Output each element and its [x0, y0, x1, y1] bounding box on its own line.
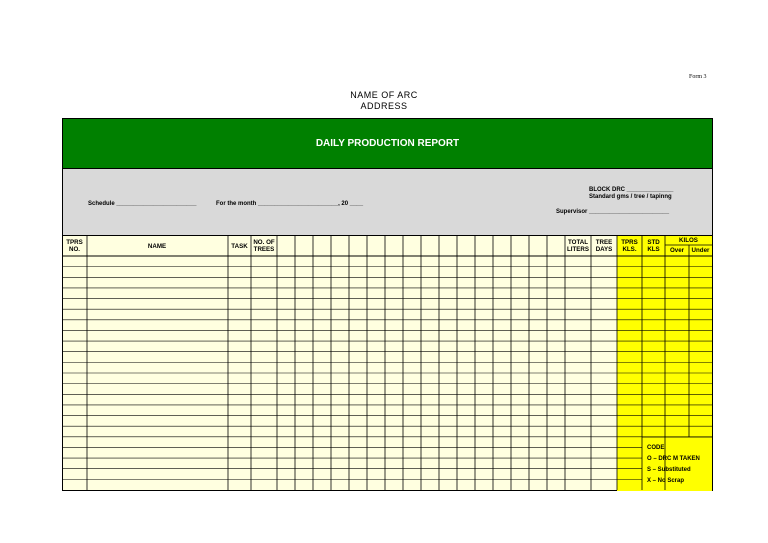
org-name: NAME OF ARC — [350, 90, 418, 100]
standard-field: Standard gms / tree / tapinng — [589, 194, 672, 200]
col-name: NAME — [147, 242, 167, 250]
code-legend-title: CODE — [647, 445, 665, 451]
col-no-of-trees: NO. OF TREES — [253, 239, 275, 253]
col-task: TASK — [231, 242, 248, 250]
report-title: DAILY PRODUCTION REPORT — [315, 138, 460, 149]
code-legend-item: X – No Scrap — [647, 478, 685, 484]
code-legend-item: S – Substituted — [647, 467, 691, 473]
col-tprs-kls: TPRS KLS. — [621, 239, 638, 253]
block-drc-field: BLOCK DRC ______________ — [589, 187, 674, 193]
col-tprs-no: TPRS NO. — [66, 239, 83, 253]
col-kilos-over: Over — [669, 247, 685, 254]
schedule-field: Schedule ________________________ — [88, 201, 197, 207]
col-total-liters: TOTAL LITERS — [566, 239, 589, 253]
supervisor-field: Supervisor ________________________ — [556, 209, 670, 215]
col-std-kls: STD KLS — [647, 239, 660, 253]
org-address: ADDRESS — [360, 101, 408, 111]
month-field: For the month ________________________, 20 ____ — [216, 201, 364, 207]
col-kilos-under: Under — [691, 247, 710, 254]
col-kilos: KILOS — [679, 237, 698, 244]
col-tree-days: TREE DAYS — [595, 239, 613, 253]
code-legend-item: O – DRC M TAKEN — [647, 456, 700, 462]
form-number: Form 3 — [689, 74, 707, 80]
